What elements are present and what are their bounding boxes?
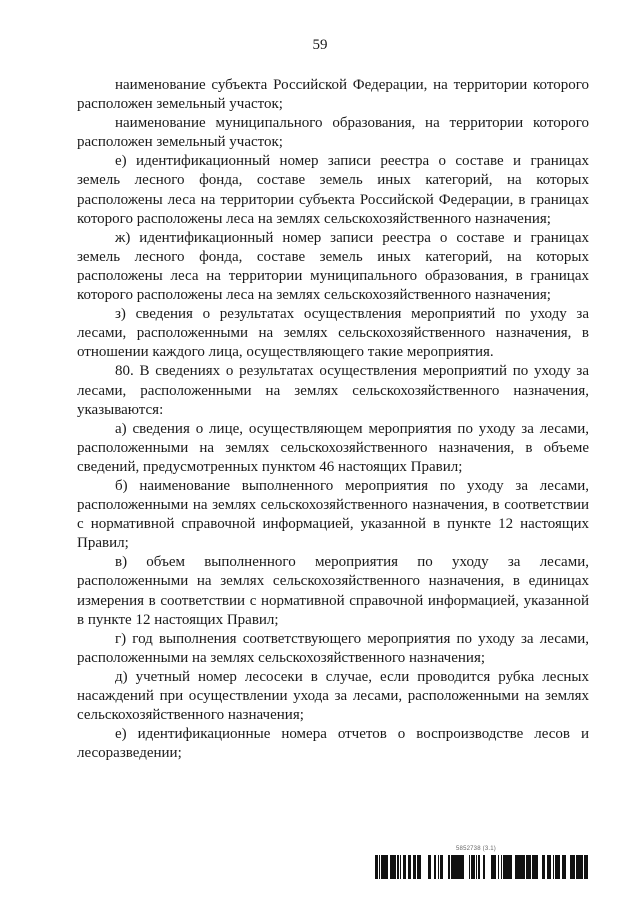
paragraph: б) наименование выполненного мероприятия по уходу за лесами, расположенными на землях сельскохозяйственного назначения, в соответствии с нормативной справочной информацией, указанной в пункте 12 настоящих Правил; xyxy=(77,477,589,552)
paragraph: з) сведения о результатах осуществления мероприятий по уходу за лесами, расположенными на землях сельскохозяйственного назначения, в отношении каждого лица, осуществляющего такие мероприятия. xyxy=(77,306,589,361)
paragraph: а) сведения о лице, осуществляющем мероприятия по уходу за лесами, расположенными на землях сельскохозяйственного назначения, в объеме сведений, предусмотренных пунктом 46 настоящих Правил; xyxy=(77,420,589,475)
paragraph: наименование муниципального образования, на территории которого расположен земельный участок; xyxy=(77,115,589,151)
document-body xyxy=(77,76,589,763)
barcode-icon xyxy=(375,855,588,879)
paragraph: 80. В сведениях о результатах осуществления мероприятий по уходу за лесами, расположенными на землях сельскохозяйственного назначения, указываются: xyxy=(77,363,589,418)
page-number: 59 xyxy=(312,37,328,53)
paragraph: ж) идентификационный номер записи реестра о составе и границах земель лесного фонда, составе земель иных категорий, на которых расположены леса на территории муниципального образования, в границах которого расположены леса на землях сельскохозяйственного назначения; xyxy=(77,229,589,304)
paragraph: г) год выполнения соответствующего мероприятия по уходу за лесами, расположенными на землях сельскохозяйственного назначения; xyxy=(77,630,589,666)
paragraph: е) идентификационный номер записи реестра о составе и границах земель лесного фонда, составе земель иных категорий, на которых расположены леса на территории субъекта Российской Федерации, в границах которого расположены леса на землях сельскохозяйственного назначения; xyxy=(77,153,589,227)
paragraph: е) идентификационные номера отчетов о воспроизводстве лесов и лесоразведении; xyxy=(77,726,589,762)
document-code: 5852738 (3.1) xyxy=(456,846,496,852)
paragraph: наименование субъекта Российской Федерации, на территории которого расположен земельный участок; xyxy=(77,77,589,113)
paragraph: д) учетный номер лесосеки в случае, если проводится рубка лесных насаждений при осуществлении ухода за лесами, расположенными на землях сельскохозяйственного назначения; xyxy=(77,668,589,724)
paragraph: в) объем выполненного мероприятия по уходу за лесами, расположенными на землях сельскохозяйственного назначения, в единицах измерения в соответствии с нормативной справочной информацией, указанной в пункте 12 настоящих Правил; xyxy=(77,554,589,628)
